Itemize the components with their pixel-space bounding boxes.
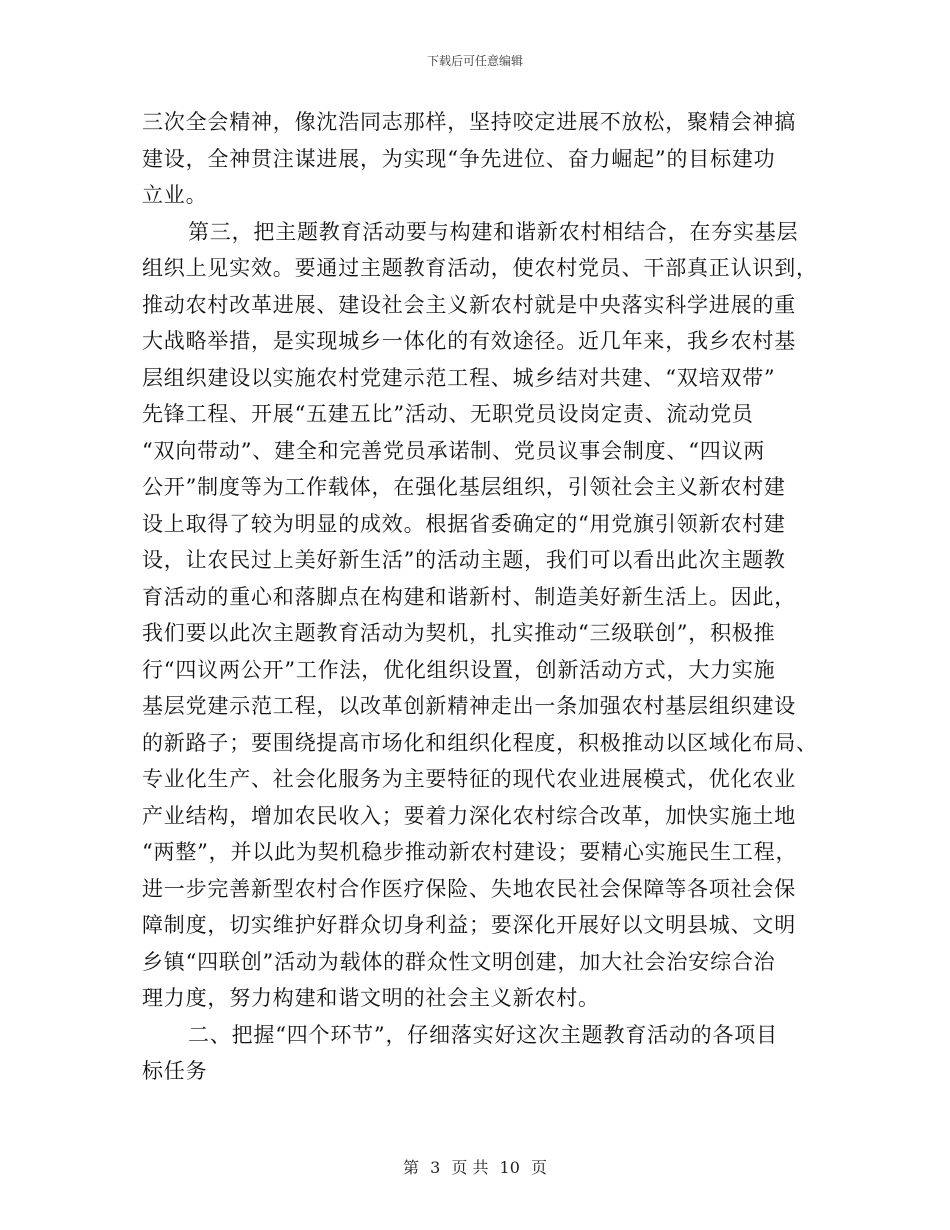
page-header-note: 下载后可任意编辑 <box>426 54 523 68</box>
text-line: “双向带动”、建全和完善党员承诺制、党员议事会制度、“四议两 <box>142 438 766 463</box>
page-footer <box>0 1155 950 1178</box>
text-line: 进一步完善新型农村合作医疗保险、失地农民社会保障等各项社会保 <box>142 876 796 901</box>
text-line: 障制度，切实维护好群众切身利益；要深化开展好以文明县城、文明 <box>142 913 796 937</box>
text-line: 建设，全神贯注谋进展，为实现“争先进位、奋力崛起”的目标建功 <box>142 146 776 171</box>
text-line: 的新路子；要围绕提高市场化和组织化程度，积极推动以区域化布局、 <box>142 730 818 755</box>
text-line: 基层党建示范工程，以改革创新精神走出一条加强农村基层组织建设 <box>142 694 796 718</box>
text-line: 立业。 <box>142 183 208 207</box>
document-body <box>142 104 822 1090</box>
text-line: “两整”，并以此为契机稳步推动新农村建设；要精心实施民生工程， <box>142 840 798 864</box>
footer-middle: 页 共 <box>451 1158 489 1177</box>
text-line: 三次全会精神，像沈浩同志那样，坚持咬定进展不放松，聚精会神搞 <box>142 110 796 134</box>
text-line: 我们要以此次主题教育活动为契机，扎实推动“三级联创”，积极推 <box>142 621 776 645</box>
text-line: 推动农村改革进展、建设社会主义新农村就是中央落实科学进展的重 <box>142 292 796 317</box>
text-line: 组织上见实效。要通过主题教育活动，使农村党员、干部真正认识到， <box>142 256 818 280</box>
text-line: 理力度，努力构建和谐文明的社会主义新农村。 <box>142 986 600 1010</box>
text-line: 大战略举措，是实现城乡一体化的有效途径。近几年来，我乡农村基 <box>142 329 796 353</box>
text-line: 设上取得了较为明显的成效。根据省委确定的“用党旗引领新农村建 <box>142 511 786 536</box>
text-line: 第三，把主题教育活动要与构建和谐新农村相结合，在夯实基层 <box>188 219 799 244</box>
text-line: 先锋工程、开展“五建五比”活动、无职党员设岗定责、流动党员 <box>142 402 754 426</box>
text-line: 标任务 <box>142 1059 208 1083</box>
footer-current-page: 3 <box>430 1158 441 1177</box>
text-line: 公开”制度等为工作载体，在强化基层组织，引领社会主义新农村建 <box>142 475 786 499</box>
text-line: 层组织建设以实施农村党建示范工程、城乡结对共建、“双培双带” <box>142 365 776 390</box>
text-line: 二、把握“四个环节”，仔细落实好这次主题教育活动的各项目 <box>188 1022 778 1047</box>
text-line: 产业结构，增加农民收入；要着力深化农村综合改革，加快实施土地 <box>142 803 796 828</box>
text-line: 设，让农民过上美好新生活”的活动主题，我们可以看出此次主题教 <box>142 548 786 572</box>
text-line: 行“四议两公开”工作法，优化组织设置，创新活动方式，大力实施 <box>142 657 776 682</box>
text-line: 乡镇“四联创”活动为载体的群众性文明创建，加大社会治安综合治 <box>142 949 776 974</box>
footer-prefix: 第 <box>402 1158 419 1177</box>
text-line: 育活动的重心和落脚点在构建和谐新村、制造美好新生活上。因此， <box>142 584 796 609</box>
footer-total-pages: 10 <box>499 1158 520 1177</box>
text-line: 专业化生产、社会化服务为主要特征的现代农业进展模式，优化农业 <box>142 767 796 791</box>
footer-suffix: 页 <box>531 1158 548 1177</box>
